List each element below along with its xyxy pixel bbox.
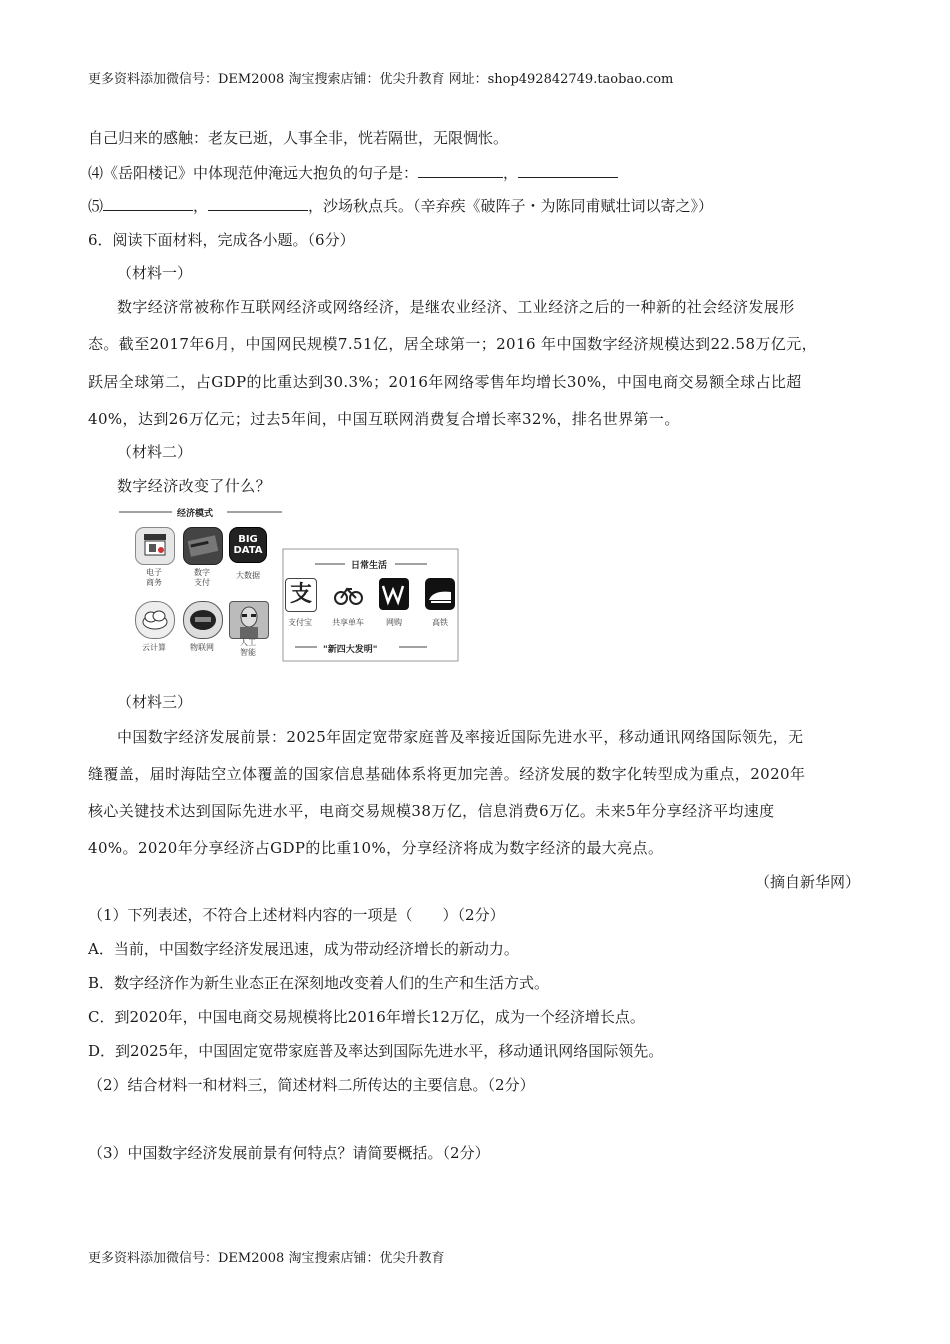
econ-label: 人工 智能 (240, 638, 256, 657)
material-1-line: 跃居全球第二，占GDP的比重达到30.3%；2016年网络零售年均增长30%，中国电商交易额全球占比超 (88, 373, 802, 391)
life-label: 支付宝 (288, 618, 312, 627)
high-speed-rail-icon (425, 578, 455, 610)
digital-economy-figure (117, 503, 462, 663)
question-5-number: ⑸ (88, 197, 104, 215)
life-label: 高铁 (432, 618, 448, 627)
source-note: （摘自新华网） (755, 873, 861, 891)
question-6-title: 6．阅读下面材料，完成各小题。（6分） (88, 231, 355, 249)
econ-label: 电子 商务 (146, 568, 162, 587)
question-4 (88, 161, 618, 183)
econ-label: 物联网 (190, 643, 214, 652)
answer-blank[interactable] (208, 194, 308, 211)
new-four-inventions: "新四大发明" (323, 645, 378, 655)
material-1-title: （材料一） (117, 264, 193, 282)
option-d[interactable]: D．到2025年，中国固定宽带家庭普及率达到国际先进水平，移动通讯网络国际领先。 (88, 1042, 664, 1060)
answer-blank[interactable] (518, 161, 618, 178)
online-shopping-icon (379, 578, 409, 610)
econ-label: 数字 支付 (194, 568, 210, 587)
big-data-icon: BIG DATA (229, 527, 267, 563)
iot-icon (183, 601, 223, 639)
question-5 (88, 194, 713, 216)
material-1-line: 态。截至2017年6月，中国网民规模7.51亿，居全球第一；2016 年中国数字经济规模达到22.58万亿元， (88, 335, 818, 353)
option-b[interactable]: B．数字经济作为新生业态正在深刻地改变着人们的生产和生活方式。 (88, 974, 550, 992)
material-3-line: 40%。2020年分享经济占GDP的比重10%，分享经济将成为数字经济的最大亮点。 (88, 839, 664, 857)
digital-payment-icon (183, 527, 223, 565)
life-label: 网购 (386, 618, 402, 627)
sub-question-3: （3）中国数字经济发展前景有何特点？请简要概括。（2分） (88, 1144, 490, 1162)
option-a[interactable]: A．当前，中国数字经济发展迅速，成为带动经济增长的新动力。 (88, 940, 519, 958)
life-label: 共享单车 (332, 618, 364, 627)
econ-label: 大数据 (236, 571, 260, 580)
answer-blank[interactable] (103, 194, 193, 211)
separator: ， (503, 164, 519, 182)
material-3-line: 中国数字经济发展前景：2025年固定宽带家庭普及率接近国际先进水平，移动通讯网络国际领先，无 (117, 728, 804, 746)
daily-life-title: 日常生活 (351, 561, 388, 571)
sub-question-2: （2）结合材料一和材料三，简述材料二所传达的主要信息。（2分） (88, 1076, 535, 1094)
material-1-line: 40%，达到26万亿元；过去5年间，中国互联网消费复合增长率32%，排名世界第一。 (88, 410, 680, 428)
ecommerce-icon (135, 527, 175, 565)
question-5-text: ，沙场秋点兵。（辛弃疾《破阵子・为陈同甫赋壮词以寄之》） (308, 197, 714, 215)
option-c[interactable]: C．到2020年，中国电商交易规模将比2016年增长12万亿，成为一个经济增长点。 (88, 1008, 645, 1026)
separator: ， (193, 197, 209, 215)
question-4-text: ⑷《岳阳楼记》中体现范仲淹远大抱负的句子是： (88, 164, 419, 182)
sub-question-1: （1）下列表述，不符合上述材料内容的一项是（ ）（2分） (88, 906, 505, 924)
material-2-question: 数字经济改变了什么？ (117, 477, 272, 495)
material-3-title: （材料三） (117, 693, 193, 711)
page-header: 更多资料添加微信号：DEM2008 淘宝搜索店铺：优尖升教育 网址：shop492842749.taobao.com (88, 72, 674, 87)
page-footer: 更多资料添加微信号：DEM2008 淘宝搜索店铺：优尖升教育 (88, 1251, 445, 1266)
text-line: 自己归来的感触：老友已逝，人事全非，恍若隔世，无限惆怅。 (88, 129, 509, 147)
ai-robot-icon (229, 601, 269, 639)
material-3-line: 缝覆盖，届时海陆空立体覆盖的国家信息基础体系将更加完善。经济发展的数字化转型成为重点，2020年 (88, 765, 806, 783)
material-3-line: 核心关键技术达到国际先进水平，电商交易规模38万亿，信息消费6万亿。未来5年分享经济平均速度 (88, 802, 775, 820)
cloud-computing-icon (135, 601, 175, 639)
material-1-line: 数字经济常被称作互联网经济或网络经济，是继农业经济、工业经济之后的一种新的社会经济发展形 (117, 298, 795, 316)
answer-blank[interactable] (418, 161, 503, 178)
econ-label: 云计算 (142, 643, 166, 652)
material-2-title: （材料二） (117, 443, 193, 461)
bicycle-icon (333, 578, 363, 610)
economy-mode-title: 经济模式 (177, 509, 214, 519)
alipay-icon: 支 (285, 578, 317, 612)
